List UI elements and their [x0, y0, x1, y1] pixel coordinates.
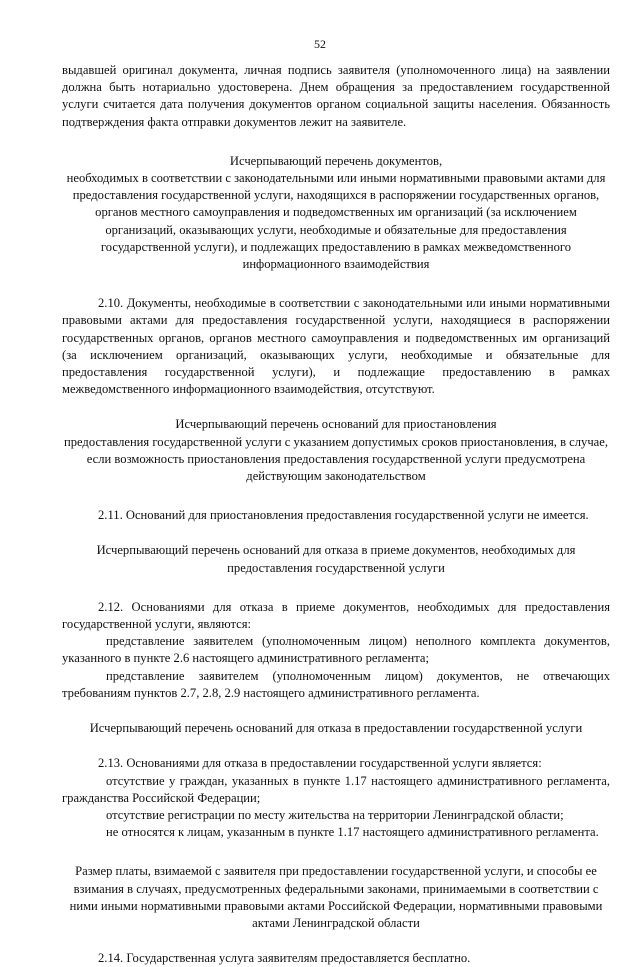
- section-2-11: 2.11. Оснований для приостановления предоставления государственной услуги не имеется.: [98, 508, 589, 523]
- list-item: отсутствие регистрации по месту жительства на территории Ленинградской области;: [106, 807, 564, 822]
- heading-line: необходимых в соответствии с законодательными или иными нормативными правовыми актами для предоставления государственной услуги, находящихся в распоряжении государственных органов, органов местного самоуправления и подведомственных им организаций (за исключением организаций, оказывающих услуги, необходимые и обязательные для предоставления государственной услуги), и подлежащих предоставлению в рамках межведомственного информационного взаимодействия: [66, 171, 606, 272]
- intro-paragraph: выдавшей оригинал документа, личная подпись заявителя (уполномоченного лица) на заявлении должна быть нотариально удостоверена. Днем обращения за предоставлением государственной услуги считается дата получения документов органом социальной защиты населения. Обязанность подтверждения факта отправки документов лежит на заявителе.: [62, 63, 610, 129]
- heading-line: предоставления государственной услуги с указанием допустимых сроков приостановления, в случае, если возможность приостановления предоставления государственной услуги предусмотрена действующим законодательством: [63, 434, 609, 484]
- list-item: отсутствие у граждан, указанных в пункте 1.17 настоящего административного регламента, гражданства Российской Федерации;: [62, 773, 610, 805]
- heading-refusal-acceptance: Исчерпывающий перечень оснований для отказа в приеме документов, необходимых для предоставления государственной услуги: [96, 543, 576, 575]
- page-number: 52: [314, 37, 326, 51]
- heading-service-fee: Размер платы, взимаемой с заявителя при предоставлении государственной услуги, и способы ее взимания в случаях, предусмотренных федеральными законами, принимаемыми в соответствии с ними иными нормативными правовыми актами Российской Федерации, нормативными правовыми актами Ленинградской области: [69, 864, 603, 930]
- section-2-12: [62, 599, 610, 702]
- section-2-13-lead: 2.13. Основаниями для отказа в предоставлении государственной услуги является:: [98, 756, 542, 771]
- heading-refusal-service: Исчерпывающий перечень оснований для отказа в предоставлении государственной услуги: [89, 721, 583, 736]
- heading-line: Исчерпывающий перечень оснований для приостановления: [175, 417, 497, 432]
- list-item: представление заявителем (уполномоченным лицом) документов, не отвечающих требованиям пунктов 2.7, 2.8, 2.9 настоящего административного регламента.: [62, 668, 610, 700]
- heading-suspension-grounds: [62, 416, 610, 485]
- document-body: [62, 62, 610, 967]
- list-item: не относятся к лицам, указанным в пункте 1.17 настоящего административного регламента.: [106, 825, 599, 840]
- section-2-10: 2.10. Документы, необходимые в соответствии с законодательными или иными нормативными правовыми актами для предоставления государственной услуги, находящиеся в распоряжении государственных органов, органов местного самоуправления и подведомственных им организаций (за исключением организаций, оказывающих услуги, необходимые и обязательные для предоставления государственной услуги), и подлежащие предоставлению в рамках межведомственного информационного взаимодействия, отсутствуют.: [62, 296, 610, 397]
- heading-line: Исчерпывающий перечень документов,: [229, 153, 443, 168]
- heading-required-documents: [62, 153, 610, 273]
- section-2-14: 2.14. Государственная услуга заявителям предоставляется бесплатно.: [98, 951, 471, 966]
- list-item: представление заявителем (уполномоченным лицом) неполного комплекта документов, указанного в пункте 2.6 настоящего административного регламента;: [62, 634, 610, 666]
- section-2-13: [62, 755, 610, 841]
- section-2-12-lead: 2.12. Основаниями для отказа в приеме документов, необходимых для предоставления государственной услуги, являются:: [62, 599, 610, 632]
